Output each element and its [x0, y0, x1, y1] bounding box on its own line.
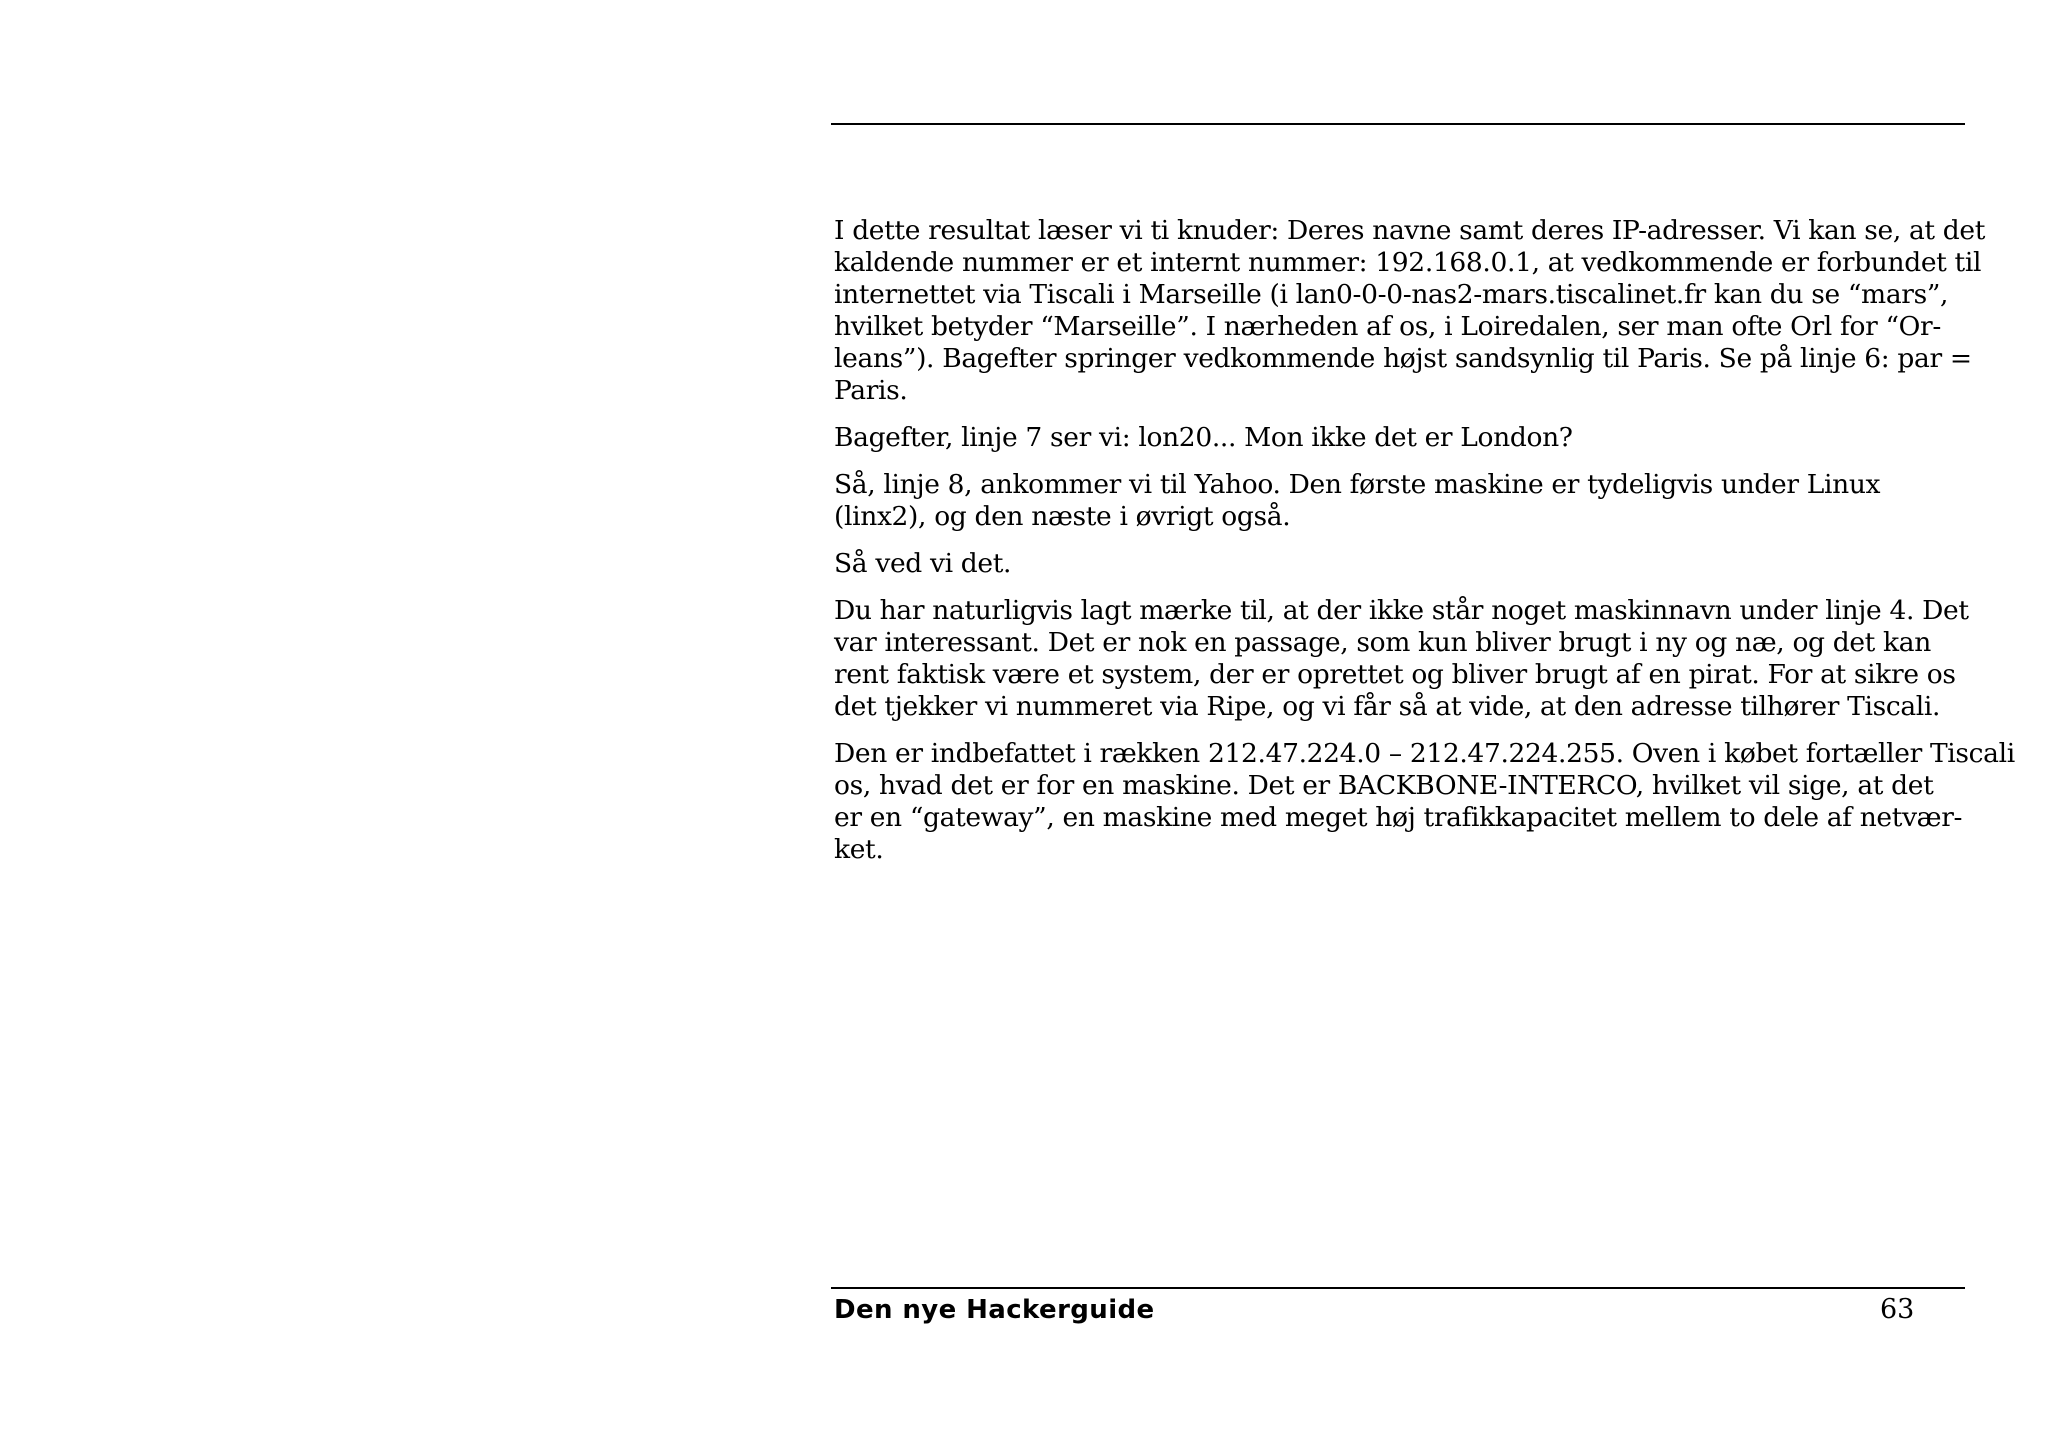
body-text — [834, 215, 2015, 881]
text-line: Paris. — [834, 375, 908, 406]
text-line: kaldende nummer er et internt nummer: 192.168.0.1, at vedkommende er forbundet til — [834, 247, 1982, 278]
paragraph — [834, 422, 1968, 454]
paragraph — [834, 738, 2015, 866]
text-line: er en “gateway”, en maskine med meget høj trafikkapacitet mellem to dele af netvær- — [834, 802, 1963, 833]
text-line: internettet via Tiscali i Marseille (i lan0-0-0-nas2-mars.tiscalinet.fr kan du se “mars”, — [834, 279, 1949, 310]
text-line: Så ved vi det. — [834, 548, 1012, 579]
text-line: Så, linje 8, ankommer vi til Yahoo. Den første maskine er tydeligvis under Linux — [834, 469, 1881, 500]
text-line: var interessant. Det er nok en passage, som kun bliver brugt i ny og næ, og det kan — [834, 627, 1931, 658]
page-number: 63 — [1880, 1294, 1915, 1325]
text-line: Den er indbefattet i rækken 212.47.224.0 – 212.47.224.255. Oven i købet fortæller Tiscali — [834, 738, 2015, 769]
text-line: (linx2), og den næste i øvrigt også. — [834, 501, 1291, 532]
header-rule — [831, 123, 1965, 125]
paragraph — [834, 595, 1968, 723]
footer-rule — [831, 1287, 1965, 1289]
text-line: det tjekker vi nummeret via Ripe, og vi får så at vide, at den adresse tilhører Tiscali. — [834, 691, 1941, 722]
footer-book-title: Den nye Hackerguide — [834, 1295, 1155, 1325]
text-line: hvilket betyder “Marseille”. I nærheden af os, i Loiredalen, ser man ofte Orl for “Or- — [834, 311, 1941, 342]
text-line: os, hvad det er for en maskine. Det er BACKBONE-INTERCO, hvilket vil sige, at det — [834, 770, 1934, 801]
text-line: I dette resultat læser vi ti knuder: Deres navne samt deres IP-adresser. Vi kan se, at det — [834, 215, 1986, 246]
text-line: ket. — [834, 834, 884, 865]
text-line: Du har naturligvis lagt mærke til, at der ikke står noget maskinnavn under linje 4. Det — [834, 595, 1969, 626]
text-line: leans”). Bagefter springer vedkommende højst sandsynlig til Paris. Se på linje 6: par = — [834, 343, 1972, 374]
paragraph — [834, 215, 1986, 407]
text-line: rent faktisk være et system, der er oprettet og bliver brugt af en pirat. For at sikre os — [834, 659, 1956, 690]
paragraph — [834, 469, 1968, 533]
text-line: Bagefter, linje 7 ser vi: lon20... Mon ikke det er London? — [834, 422, 1573, 453]
paragraph — [834, 548, 1968, 580]
